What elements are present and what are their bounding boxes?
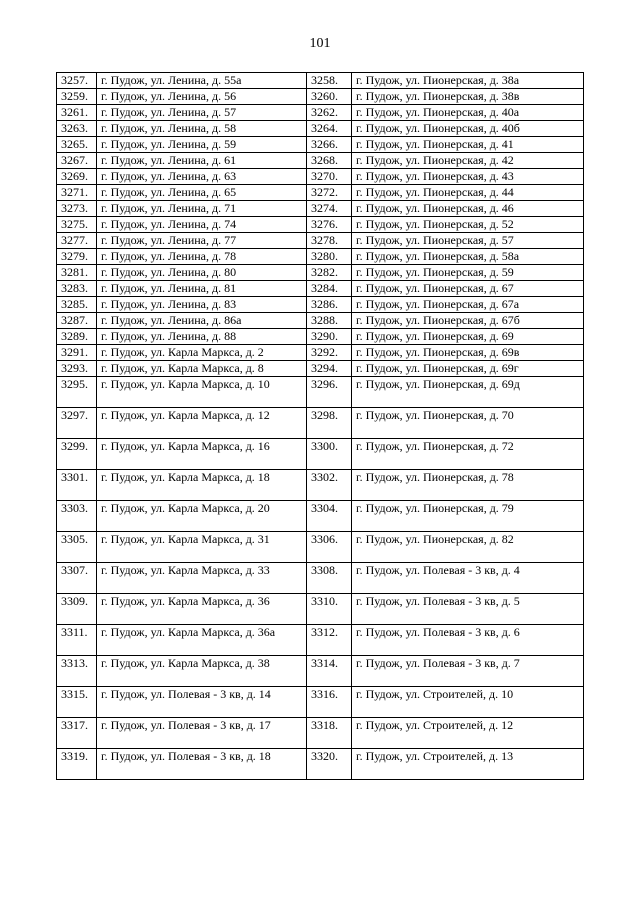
entry-number: 3292.: [307, 345, 352, 361]
entry-number: 3307.: [57, 563, 97, 594]
entry-address: г. Пудож, ул. Пионерская, д. 69: [352, 329, 584, 345]
entry-number: 3302.: [307, 470, 352, 501]
entry-address: г. Пудож, ул. Пионерская, д. 38в: [352, 89, 584, 105]
entry-number: 3290.: [307, 329, 352, 345]
table-row: [57, 233, 584, 249]
entry-address: г. Пудож, ул. Карла Маркса, д. 8: [97, 361, 307, 377]
entry-number: 3265.: [57, 137, 97, 153]
entry-number: 3278.: [307, 233, 352, 249]
entry-address: г. Пудож, ул. Полевая - 3 кв, д. 14: [97, 687, 307, 718]
entry-address: г. Пудож, ул. Карла Маркса, д. 12: [97, 408, 307, 439]
entry-address: г. Пудож, ул. Карла Маркса, д. 10: [97, 377, 307, 408]
table-row: [57, 408, 584, 439]
entry-address: г. Пудож, ул. Полевая - 3 кв, д. 4: [352, 563, 584, 594]
table-row: [57, 718, 584, 749]
entry-number: 3274.: [307, 201, 352, 217]
entry-number: 3267.: [57, 153, 97, 169]
entry-number: 3293.: [57, 361, 97, 377]
entry-address: г. Пудож, ул. Карла Маркса, д. 33: [97, 563, 307, 594]
entry-number: 3318.: [307, 718, 352, 749]
entry-address: г. Пудож, ул. Пионерская, д. 78: [352, 470, 584, 501]
entry-address: г. Пудож, ул. Ленина, д. 58: [97, 121, 307, 137]
table-row: [57, 169, 584, 185]
entry-number: 3294.: [307, 361, 352, 377]
entry-address: г. Пудож, ул. Ленина, д. 71: [97, 201, 307, 217]
entry-address: г. Пудож, ул. Карла Маркса, д. 36: [97, 594, 307, 625]
table-row: [57, 153, 584, 169]
entry-address: г. Пудож, ул. Карла Маркса, д. 20: [97, 501, 307, 532]
entry-address: г. Пудож, ул. Пионерская, д. 40а: [352, 105, 584, 121]
table-row: [57, 201, 584, 217]
entry-number: 3304.: [307, 501, 352, 532]
entry-number: 3309.: [57, 594, 97, 625]
table-row: [57, 377, 584, 408]
entry-address: г. Пудож, ул. Ленина, д. 55а: [97, 73, 307, 89]
entry-address: г. Пудож, ул. Полевая - 3 кв, д. 6: [352, 625, 584, 656]
entry-address: г. Пудож, ул. Пионерская, д. 59: [352, 265, 584, 281]
page-number: 101: [309, 36, 331, 51]
entry-address: г. Пудож, ул. Пионерская, д. 70: [352, 408, 584, 439]
table-row: [57, 185, 584, 201]
entry-address: г. Пудож, ул. Ленина, д. 77: [97, 233, 307, 249]
entry-number: 3296.: [307, 377, 352, 408]
entry-address: г. Пудож, ул. Пионерская, д. 43: [352, 169, 584, 185]
entry-number: 3310.: [307, 594, 352, 625]
entry-number: 3301.: [57, 470, 97, 501]
entry-number: 3261.: [57, 105, 97, 121]
entry-number: 3283.: [57, 281, 97, 297]
entry-address: г. Пудож, ул. Пионерская, д. 46: [352, 201, 584, 217]
entry-address: г. Пудож, ул. Пионерская, д. 69в: [352, 345, 584, 361]
table-row: [57, 563, 584, 594]
entry-number: 3258.: [307, 73, 352, 89]
entry-number: 3319.: [57, 749, 97, 780]
entry-address: г. Пудож, ул. Ленина, д. 88: [97, 329, 307, 345]
entry-number: 3295.: [57, 377, 97, 408]
entry-number: 3316.: [307, 687, 352, 718]
entry-address: г. Пудож, ул. Карла Маркса, д. 16: [97, 439, 307, 470]
entry-number: 3259.: [57, 89, 97, 105]
table-row: [57, 281, 584, 297]
entry-address: г. Пудож, ул. Пионерская, д. 38а: [352, 73, 584, 89]
table-row: [57, 439, 584, 470]
entry-address: г. Пудож, ул. Пионерская, д. 41: [352, 137, 584, 153]
table-row: [57, 265, 584, 281]
table-row: [57, 687, 584, 718]
table-row: [57, 217, 584, 233]
entry-address: г. Пудож, ул. Пионерская, д. 40б: [352, 121, 584, 137]
address-table: [56, 72, 584, 780]
entry-number: 3266.: [307, 137, 352, 153]
entry-address: г. Пудож, ул. Ленина, д. 65: [97, 185, 307, 201]
entry-number: 3312.: [307, 625, 352, 656]
entry-address: г. Пудож, ул. Полевая - 3 кв, д. 18: [97, 749, 307, 780]
entry-number: 3315.: [57, 687, 97, 718]
entry-number: 3264.: [307, 121, 352, 137]
table-row: [57, 656, 584, 687]
entry-address: г. Пудож, ул. Карла Маркса, д. 18: [97, 470, 307, 501]
entry-address: г. Пудож, ул. Пионерская, д. 52: [352, 217, 584, 233]
entry-number: 3284.: [307, 281, 352, 297]
entry-number: 3272.: [307, 185, 352, 201]
entry-address: г. Пудож, ул. Пионерская, д. 72: [352, 439, 584, 470]
entry-number: 3277.: [57, 233, 97, 249]
entry-address: г. Пудож, ул. Пионерская, д. 42: [352, 153, 584, 169]
entry-address: г. Пудож, ул. Ленина, д. 86а: [97, 313, 307, 329]
entry-address: г. Пудож, ул. Пионерская, д. 69д: [352, 377, 584, 408]
entry-number: 3260.: [307, 89, 352, 105]
entry-address: г. Пудож, ул. Ленина, д. 74: [97, 217, 307, 233]
table-row: [57, 73, 584, 89]
table-row: [57, 105, 584, 121]
entry-number: 3313.: [57, 656, 97, 687]
entry-number: 3306.: [307, 532, 352, 563]
entry-address: г. Пудож, ул. Карла Маркса, д. 2: [97, 345, 307, 361]
table-row: [57, 297, 584, 313]
entry-number: 3269.: [57, 169, 97, 185]
entry-address: г. Пудож, ул. Строителей, д. 13: [352, 749, 584, 780]
entry-number: 3300.: [307, 439, 352, 470]
entry-address: г. Пудож, ул. Полевая - 3 кв, д. 7: [352, 656, 584, 687]
entry-address: г. Пудож, ул. Ленина, д. 59: [97, 137, 307, 153]
entry-number: 3257.: [57, 73, 97, 89]
entry-address: г. Пудож, ул. Ленина, д. 63: [97, 169, 307, 185]
entry-number: 3299.: [57, 439, 97, 470]
entry-number: 3320.: [307, 749, 352, 780]
entry-number: 3273.: [57, 201, 97, 217]
entry-address: г. Пудож, ул. Полевая - 3 кв, д. 5: [352, 594, 584, 625]
entry-address: г. Пудож, ул. Ленина, д. 81: [97, 281, 307, 297]
entry-address: г. Пудож, ул. Пионерская, д. 67а: [352, 297, 584, 313]
entry-address: г. Пудож, ул. Пионерская, д. 58а: [352, 249, 584, 265]
entry-address: г. Пудож, ул. Пионерская, д. 82: [352, 532, 584, 563]
table-row: [57, 345, 584, 361]
entry-number: 3287.: [57, 313, 97, 329]
entry-number: 3271.: [57, 185, 97, 201]
entry-number: 3270.: [307, 169, 352, 185]
entry-number: 3314.: [307, 656, 352, 687]
entry-number: 3276.: [307, 217, 352, 233]
entry-address: г. Пудож, ул. Полевая - 3 кв, д. 17: [97, 718, 307, 749]
table-row: [57, 249, 584, 265]
entry-number: 3297.: [57, 408, 97, 439]
address-table-body: [57, 73, 584, 780]
entry-address: г. Пудож, ул. Пионерская, д. 57: [352, 233, 584, 249]
entry-number: 3262.: [307, 105, 352, 121]
entry-address: г. Пудож, ул. Пионерская, д. 44: [352, 185, 584, 201]
entry-number: 3282.: [307, 265, 352, 281]
entry-number: 3288.: [307, 313, 352, 329]
table-row: [57, 137, 584, 153]
entry-number: 3279.: [57, 249, 97, 265]
entry-number: 3285.: [57, 297, 97, 313]
entry-number: 3298.: [307, 408, 352, 439]
entry-number: 3286.: [307, 297, 352, 313]
entry-address: г. Пудож, ул. Ленина, д. 61: [97, 153, 307, 169]
table-row: [57, 89, 584, 105]
entry-address: г. Пудож, ул. Строителей, д. 10: [352, 687, 584, 718]
entry-address: г. Пудож, ул. Строителей, д. 12: [352, 718, 584, 749]
entry-number: 3291.: [57, 345, 97, 361]
entry-number: 3305.: [57, 532, 97, 563]
entry-address: г. Пудож, ул. Ленина, д. 78: [97, 249, 307, 265]
entry-number: 3275.: [57, 217, 97, 233]
entry-number: 3303.: [57, 501, 97, 532]
entry-number: 3289.: [57, 329, 97, 345]
entry-address: г. Пудож, ул. Пионерская, д. 67б: [352, 313, 584, 329]
entry-address: г. Пудож, ул. Пионерская, д. 69г: [352, 361, 584, 377]
table-row: [57, 313, 584, 329]
entry-number: 3308.: [307, 563, 352, 594]
entry-address: г. Пудож, ул. Пионерская, д. 67: [352, 281, 584, 297]
table-row: [57, 749, 584, 780]
table-row: [57, 532, 584, 563]
entry-number: 3281.: [57, 265, 97, 281]
entry-number: 3317.: [57, 718, 97, 749]
table-row: [57, 361, 584, 377]
entry-number: 3268.: [307, 153, 352, 169]
entry-number: 3263.: [57, 121, 97, 137]
table-row: [57, 594, 584, 625]
entry-address: г. Пудож, ул. Карла Маркса, д. 38: [97, 656, 307, 687]
entry-address: г. Пудож, ул. Карла Маркса, д. 31: [97, 532, 307, 563]
table-row: [57, 329, 584, 345]
table-row: [57, 501, 584, 532]
entry-number: 3280.: [307, 249, 352, 265]
table-row: [57, 470, 584, 501]
entry-address: г. Пудож, ул. Пионерская, д. 79: [352, 501, 584, 532]
entry-address: г. Пудож, ул. Ленина, д. 83: [97, 297, 307, 313]
entry-address: г. Пудож, ул. Ленина, д. 80: [97, 265, 307, 281]
table-row: [57, 121, 584, 137]
entry-number: 3311.: [57, 625, 97, 656]
entry-address: г. Пудож, ул. Ленина, д. 57: [97, 105, 307, 121]
entry-address: г. Пудож, ул. Ленина, д. 56: [97, 89, 307, 105]
table-row: [57, 625, 584, 656]
entry-address: г. Пудож, ул. Карла Маркса, д. 36а: [97, 625, 307, 656]
